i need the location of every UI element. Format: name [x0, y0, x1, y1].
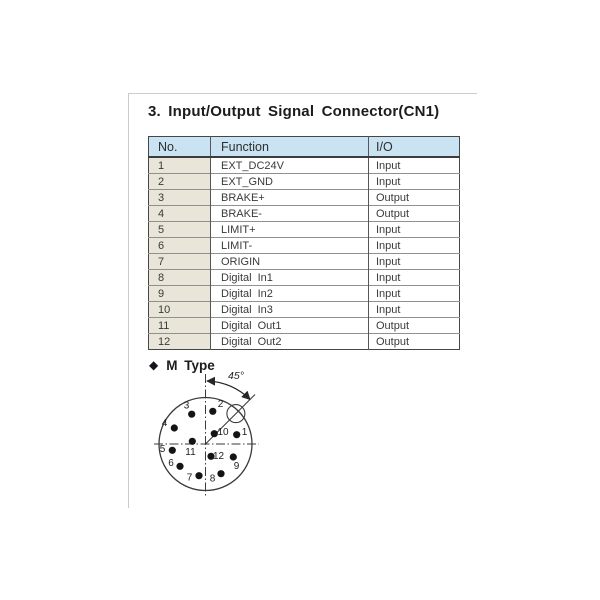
table-row: [149, 302, 460, 318]
table-row: [149, 222, 460, 238]
pin-dot-7: [195, 472, 202, 479]
cell-function: ORIGIN: [211, 254, 369, 270]
pin-label-10: 10: [217, 427, 229, 438]
cell-function: Digital In3: [211, 302, 369, 318]
pin-label-2: 2: [217, 399, 224, 410]
table-row: [149, 157, 460, 174]
angle-label: 45°: [228, 370, 244, 382]
table-header-row: [149, 137, 460, 158]
cell-io: Input: [369, 270, 460, 286]
pin-dot-8: [217, 470, 224, 477]
cell-io: Output: [369, 206, 460, 222]
cell-io: Input: [369, 286, 460, 302]
header-io: I/O: [369, 137, 460, 158]
cell-no: 12: [149, 334, 211, 350]
cell-function: BRAKE-: [211, 206, 369, 222]
cell-io: Output: [369, 318, 460, 334]
pin-label-6: 6: [168, 458, 174, 469]
cell-no: 1: [149, 157, 211, 174]
pin-label-11: 11: [185, 447, 196, 458]
pin-dot-4: [171, 424, 178, 431]
diamond-bullet-icon: ◆: [149, 358, 159, 372]
pin-label-4: 4: [161, 418, 168, 429]
header-no: No.: [149, 137, 211, 158]
table-row: [149, 174, 460, 190]
pin-dot-3: [188, 411, 195, 418]
pin-dot-5: [169, 447, 176, 454]
pin-dot-11: [189, 438, 196, 445]
table-row: [149, 190, 460, 206]
cell-function: Digital In2: [211, 286, 369, 302]
pin-label-9: 9: [233, 461, 240, 472]
angle-dimension-arc: [207, 381, 250, 400]
page-title: 3. Input/Output Signal Connector(CN1): [148, 103, 440, 120]
page-border-left: [128, 93, 129, 508]
pin-dot-1: [233, 431, 240, 438]
cell-no: 3: [149, 190, 211, 206]
cell-function: Digital In1: [211, 270, 369, 286]
table-row: [149, 206, 460, 222]
table-row: [149, 286, 460, 302]
pin-label-8: 8: [209, 473, 216, 485]
cell-no: 2: [149, 174, 211, 190]
cell-no: 5: [149, 222, 211, 238]
cell-io: Input: [369, 174, 460, 190]
page-border-top: [128, 93, 477, 94]
table-row: [149, 334, 460, 350]
cell-no: 10: [149, 302, 211, 318]
cell-io: Input: [369, 238, 460, 254]
m-type-label: M Type: [166, 358, 215, 373]
pin-dot-2: [209, 408, 216, 415]
cell-io: Output: [369, 190, 460, 206]
table-row: [149, 318, 460, 334]
cell-no: 7: [149, 254, 211, 270]
pin-dot-9: [230, 453, 237, 460]
connector-diagram: [140, 368, 288, 510]
header-function: Function: [211, 137, 369, 158]
pins-group: [160, 399, 248, 485]
cell-no: 6: [149, 238, 211, 254]
cell-no: 9: [149, 286, 211, 302]
cell-function: LIMIT-: [211, 238, 369, 254]
cell-function: LIMIT+: [211, 222, 369, 238]
pin-label-5: 5: [159, 444, 166, 455]
cell-no: 8: [149, 270, 211, 286]
pin-label-12: 12: [212, 451, 225, 462]
cell-io: Input: [369, 222, 460, 238]
cell-function: EXT_DC24V: [211, 157, 369, 174]
cell-function: BRAKE+: [211, 190, 369, 206]
cell-function: Digital Out2: [211, 334, 369, 350]
cell-function: Digital Out1: [211, 318, 369, 334]
pin-label-3: 3: [183, 400, 190, 412]
cell-function: EXT_GND: [211, 174, 369, 190]
table-row: [149, 270, 460, 286]
table-row: [149, 238, 460, 254]
pin-label-7: 7: [186, 472, 193, 484]
pin-table: [148, 136, 460, 350]
cell-io: Output: [369, 334, 460, 350]
table-row: [149, 254, 460, 270]
cell-no: 4: [149, 206, 211, 222]
cell-io: Input: [369, 302, 460, 318]
pin-label-1: 1: [241, 427, 248, 438]
pin-dot-6: [176, 463, 183, 470]
cell-io: Input: [369, 254, 460, 270]
cell-io: Input: [369, 157, 460, 174]
cell-no: 11: [149, 318, 211, 334]
